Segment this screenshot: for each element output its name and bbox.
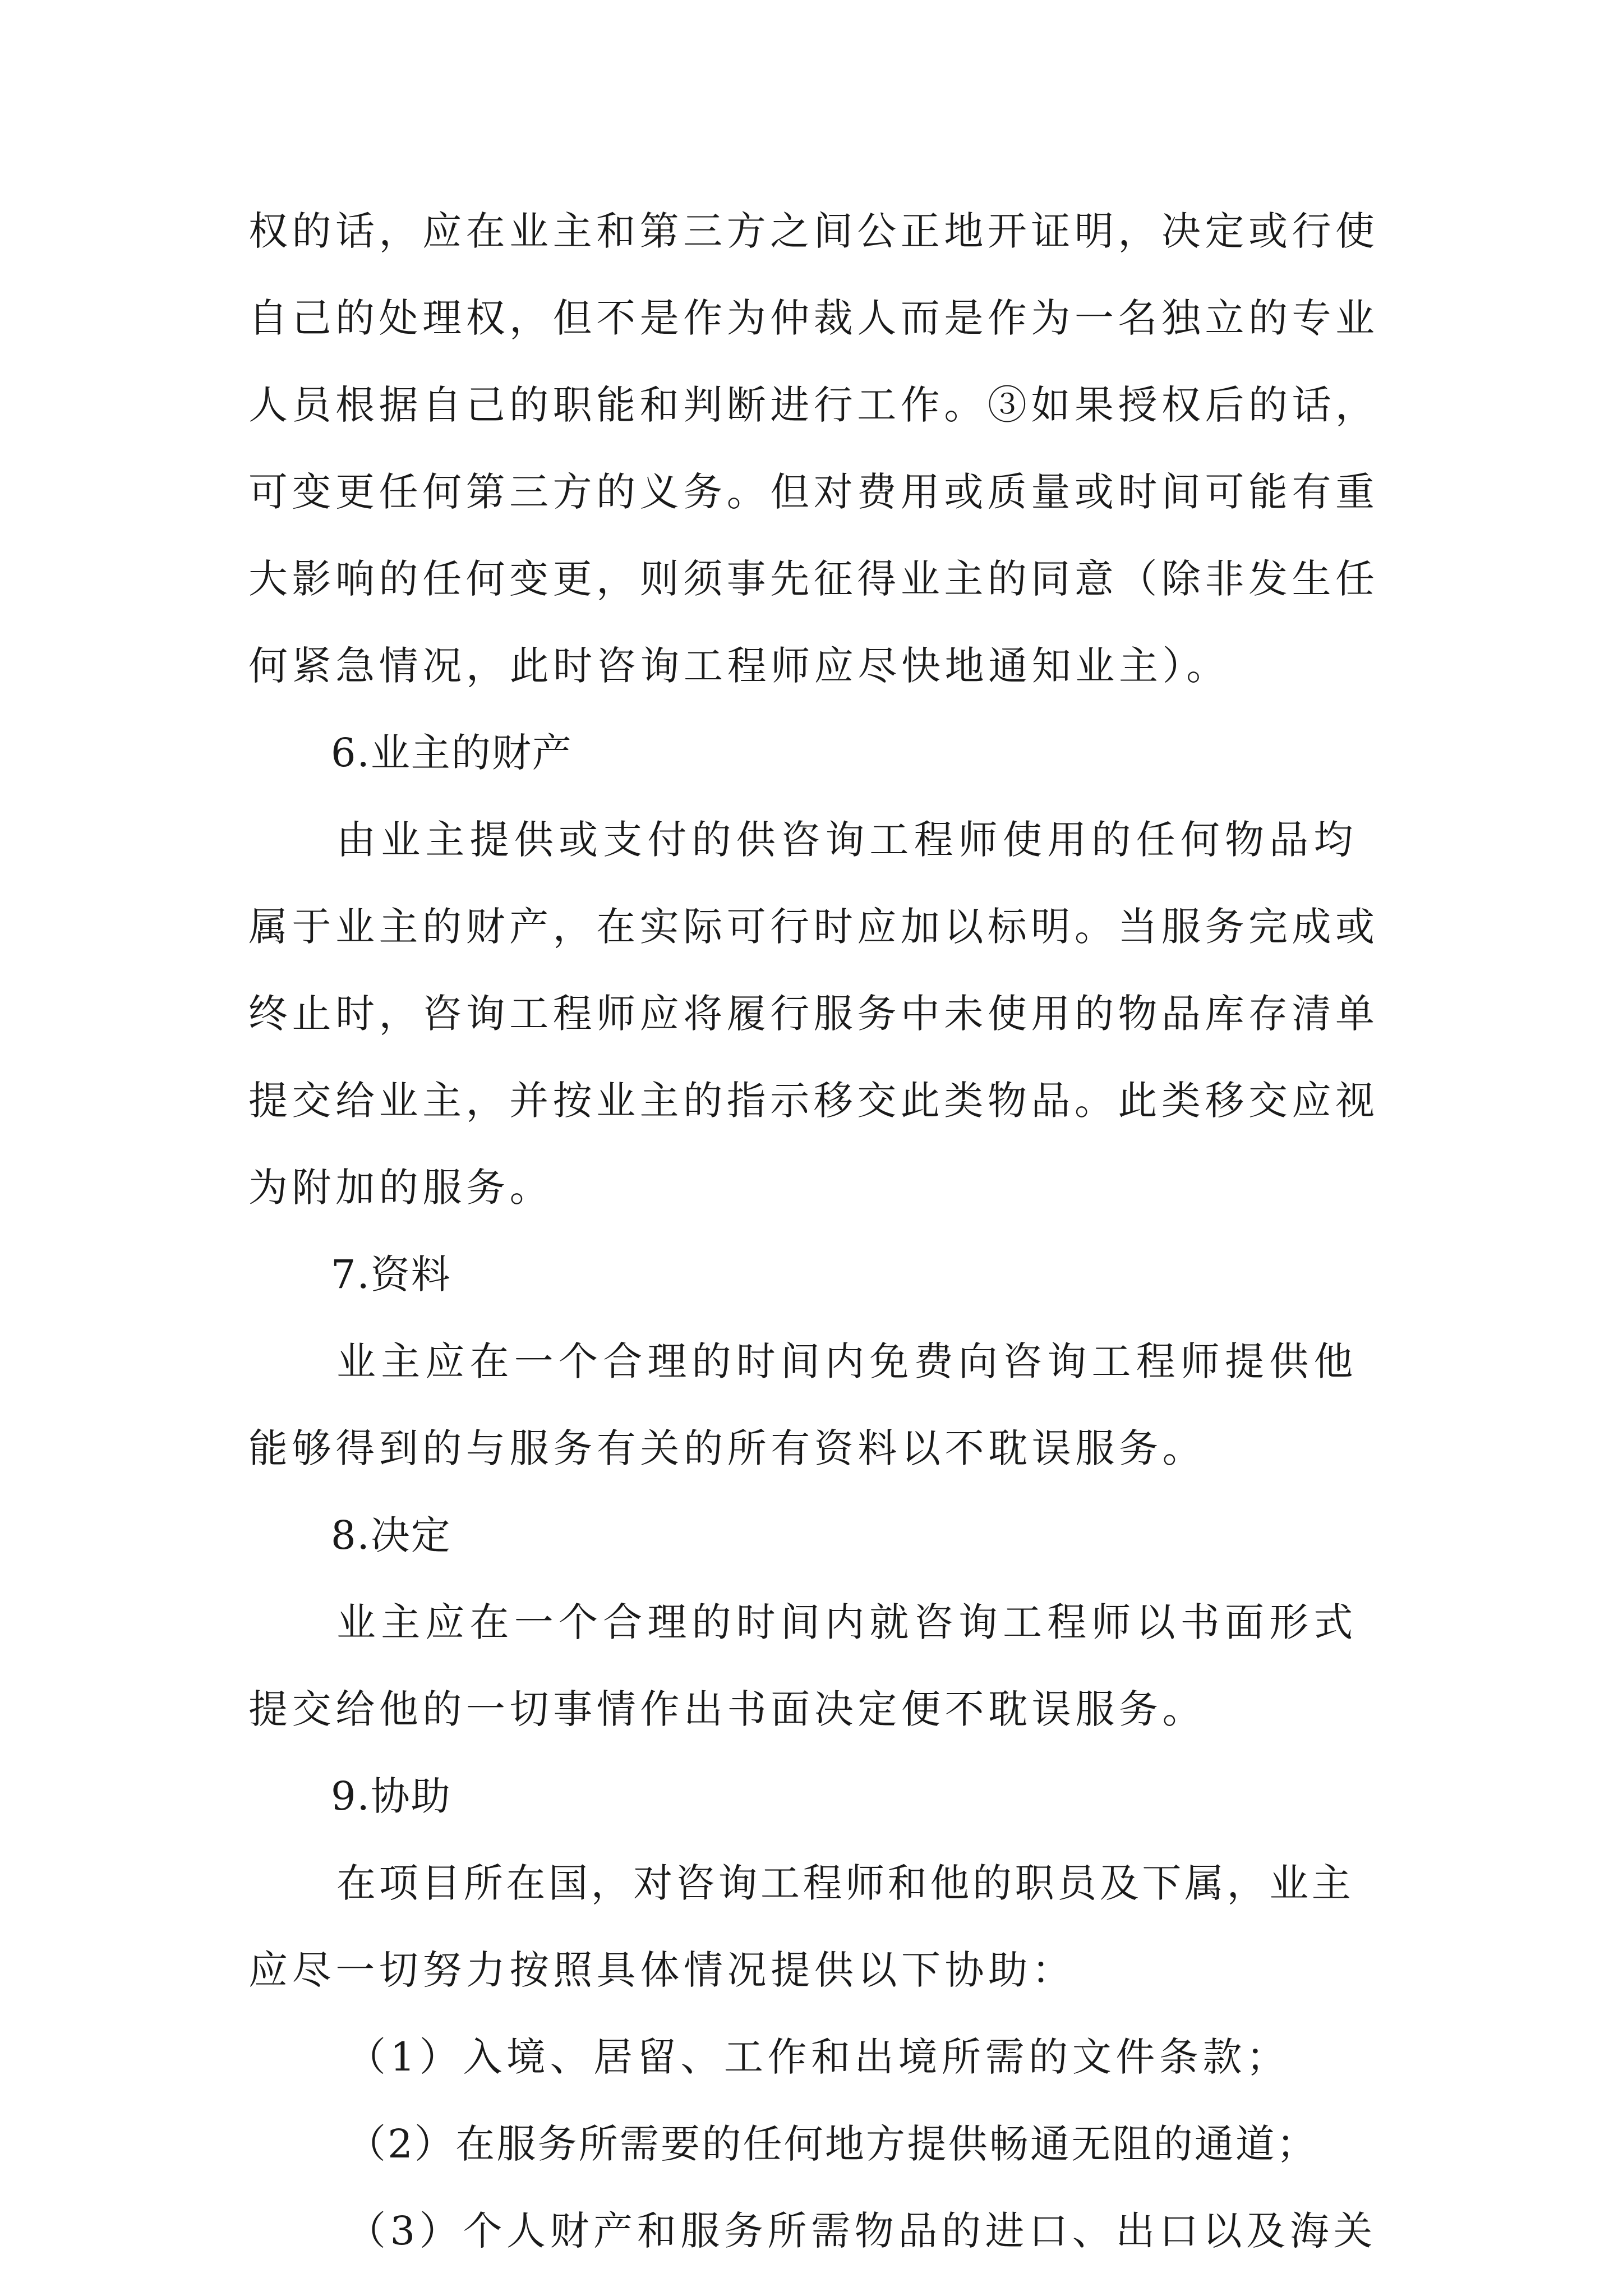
body-line: 提交给业主，并按业主的指示移交此类物品。此类移交应视 — [248, 1078, 1375, 1124]
body-line: 大影响的任何变更，则须事先征得业主的同意（除非发生任 — [248, 556, 1375, 602]
body-line: 可变更任何第三方的义务。但对费用或质量或时间可能有重 — [248, 469, 1375, 515]
section-heading-7: 7.资料 — [331, 1251, 451, 1297]
body-line: 终止时，咨询工程师应将履行服务中未使用的物品库存清单 — [248, 991, 1375, 1037]
section-heading-6: 6.业主的财产 — [331, 730, 573, 776]
list-item: （2）在服务所需要的任何地方提供畅通无阻的通道； — [347, 2121, 1318, 2167]
body-line: 在项目所在国，对咨询工程师和他的职员及下属，业主 — [336, 1860, 1354, 1906]
body-line: 自己的处理权，但不是作为仲裁人而是作为一名独立的专业 — [248, 295, 1375, 341]
body-line: 业主应在一个合理的时间内就咨询工程师以书面形式 — [336, 1599, 1358, 1645]
body-line: 属于业主的财产，在实际可行时应加以标明。当服务完成或 — [248, 904, 1375, 950]
body-line: 提交给他的一切事情作出书面决定便不耽误服务。 — [248, 1686, 1206, 1732]
list-item: （3）个人财产和服务所需物品的进口、出口以及海关 — [347, 2208, 1377, 2254]
body-line: 人员根据自己的职能和判断进行工作。③如果授权后的话， — [248, 382, 1375, 428]
body-line: 为附加的服务。 — [248, 1165, 554, 1211]
section-heading-9: 9.协助 — [331, 1773, 451, 1819]
body-line: 由业主提供或支付的供咨询工程师使用的任何物品均 — [336, 817, 1358, 863]
section-heading-8: 8.决定 — [331, 1512, 451, 1558]
body-line: 能够得到的与服务有关的所有资料以不耽误服务。 — [248, 1425, 1206, 1471]
body-line: 业主应在一个合理的时间内免费向咨询工程师提供他 — [336, 1338, 1358, 1384]
body-line: 应尽一切努力按照具体情况提供以下协助： — [248, 1947, 1076, 1993]
body-line: 何紧急情况，此时咨询工程师应尽快地通知业主）。 — [248, 643, 1230, 689]
list-item: （1）入境、居留、工作和出境所需的文件条款； — [347, 2034, 1290, 2080]
body-line: 权的话，应在业主和第三方之间公正地开证明，决定或行使 — [248, 208, 1375, 254]
